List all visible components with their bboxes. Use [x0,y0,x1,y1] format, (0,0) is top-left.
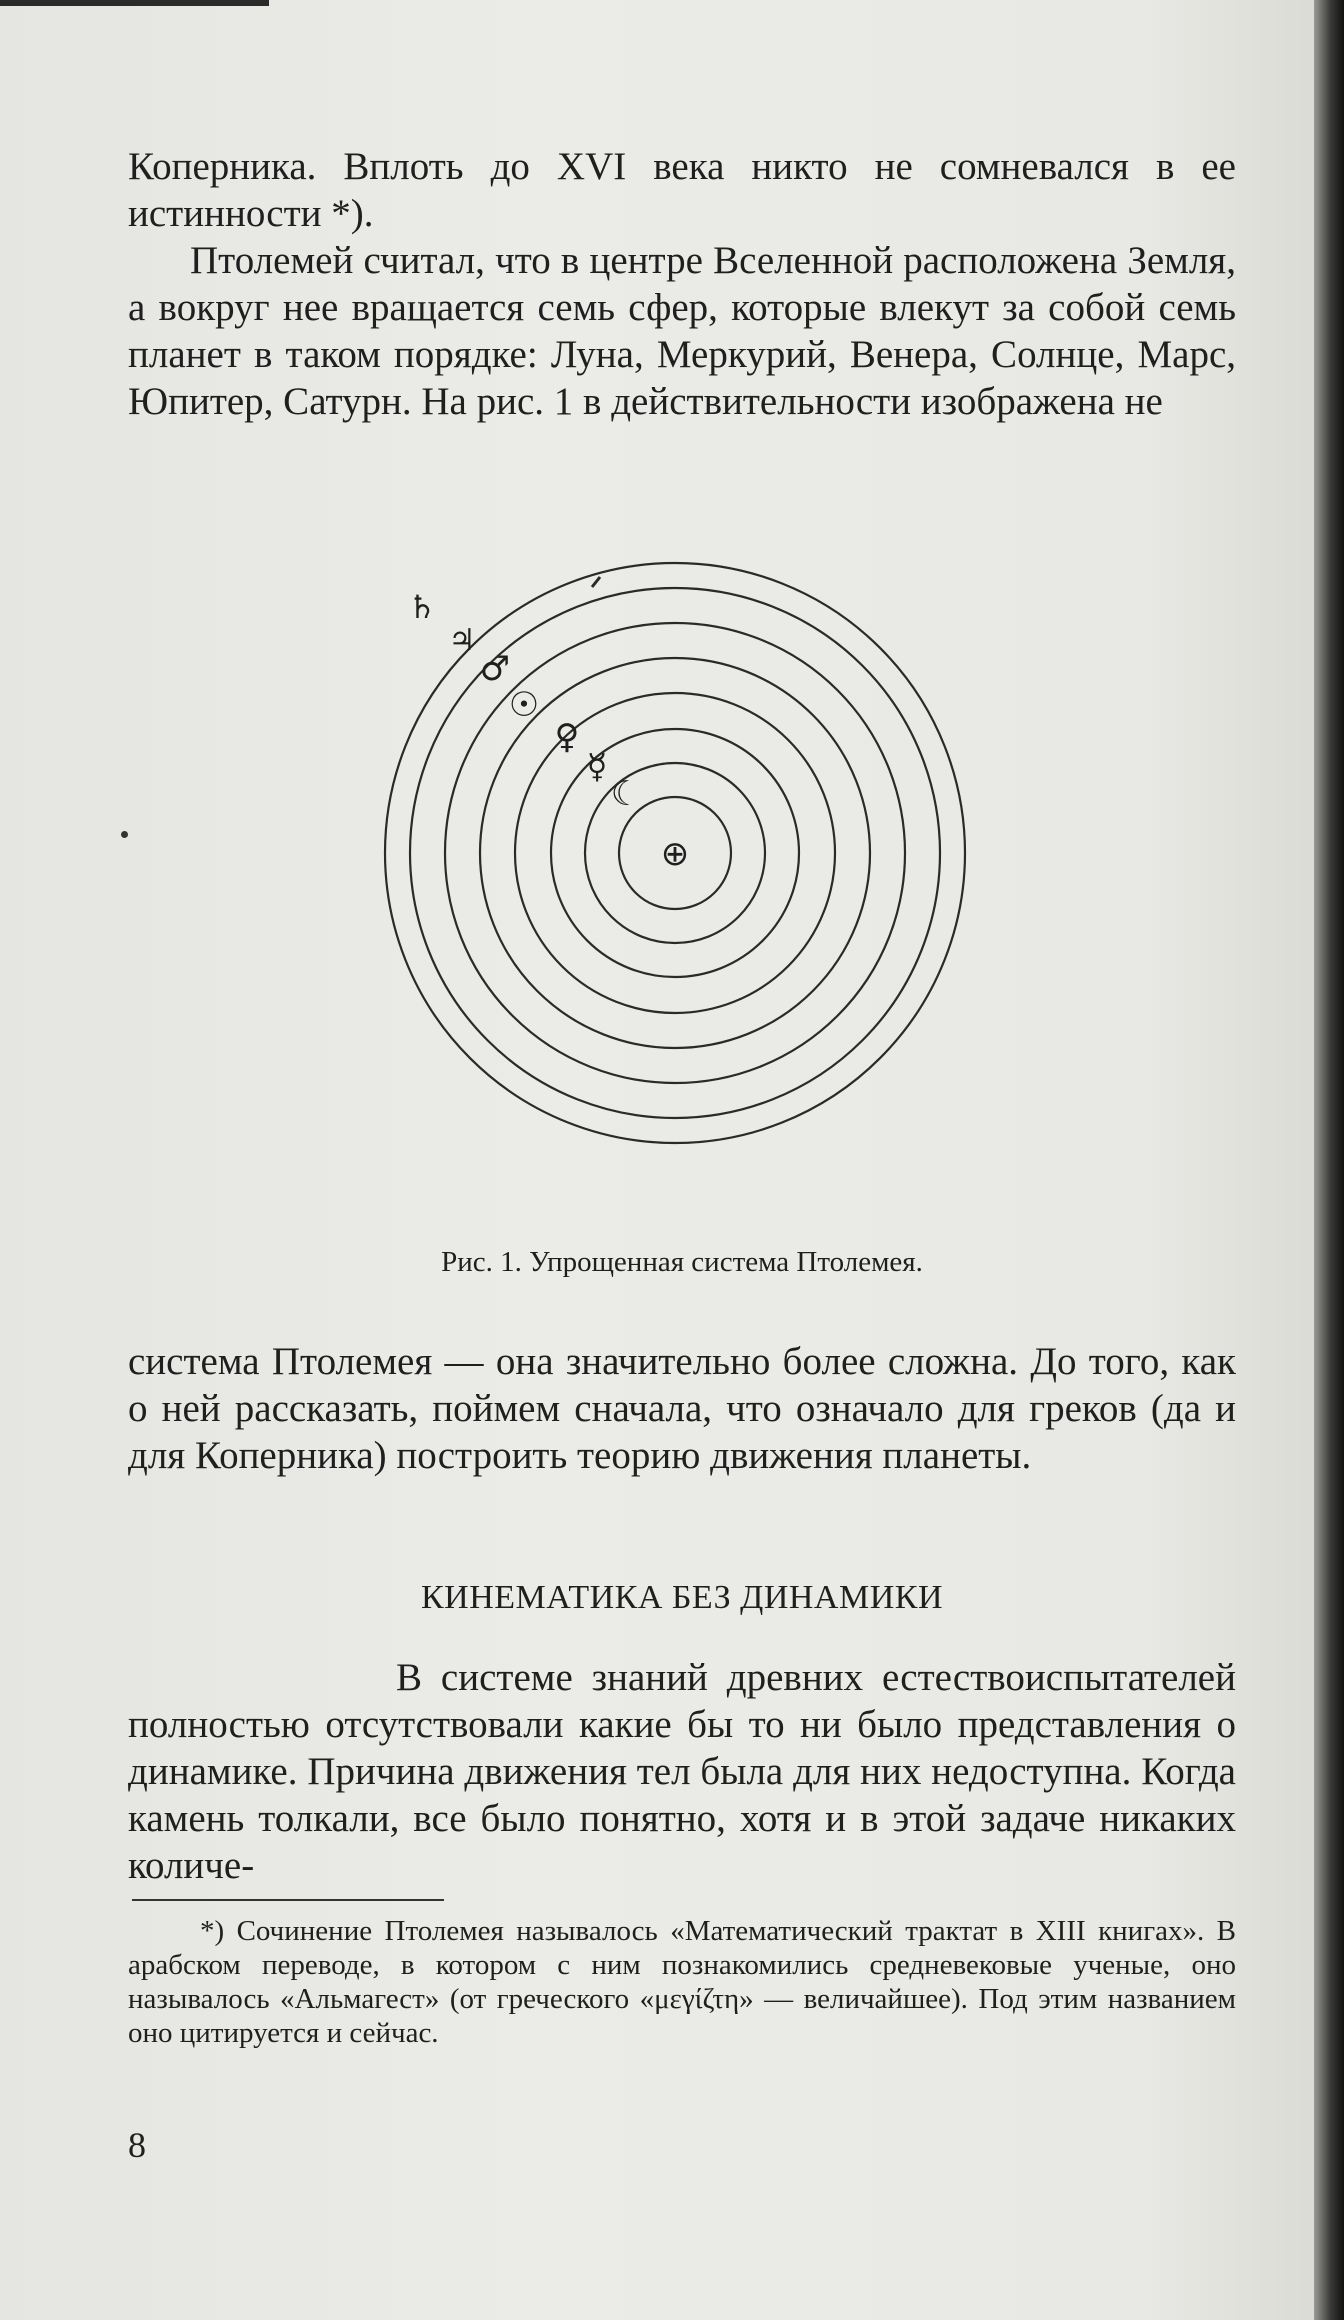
print-speck [121,831,128,838]
page-number: 8 [128,2125,146,2165]
paragraph-4: В системе знаний древних естествоиспытателей полностью отсутствовали какие бы то ни было представления о динамике. Причина движения тел была для них недоступна. Когда камень толкали, все было понятно, хотя и в этой задаче никаких количе- [128,1656,1236,1887]
moon-symbol: ☾ [610,774,642,814]
venus-symbol: ♀ [554,717,580,757]
paragraph-1: Коперника. Вплоть до XVI века никто не сомневался в ее истинности *). [128,145,1236,235]
saturn-symbol: ♄ [407,588,437,626]
figure-caption: Рис. 1. Упрощенная система Птолемея. [441,1246,923,1278]
jupiter-symbol: ♃ [448,623,476,658]
ring-tick-mark [592,577,600,587]
ptolemy-system-figure [310,490,1030,1220]
section-heading: КИНЕМАТИКА БЕЗ ДИНАМИКИ [420,1579,943,1616]
paragraph-2: Птолемей считал, что в центре Вселенной расположена Земля, а вокруг нее вращается семь сфер, которые влекут за собой семь планет в таком порядке: Луна, Меркурий, Венера, Солнце, Марс, Юпитер, Сатурн. На рис. 1 в действительности изображена не [128,239,1236,423]
mars-symbol: ♂ [479,649,511,689]
paragraph-3: система Птолемея — она значительно более сложна. До того, как о ней рассказать, поймем сначала, что означало для греков (да и для Коперника) построить теорию движения планеты. [128,1340,1236,1477]
page-binding-edge [1314,0,1344,2320]
sun-symbol: ☉ [508,685,540,725]
footnote: *) Сочинение Птолемея называлось «Математический трактат в XIII книгах». В арабском переводе, в котором с ним познакомились средневековые ученые, оно называлось «Альмагест» (от греческого «μεγίζτη» — величайшее). Под этим названием оно цитируется и сейчас. [128,1915,1236,2049]
earth-symbol: ⊕ [660,834,690,874]
mercury-symbol: ☿ [586,747,608,787]
page-top-edge [0,0,1344,6]
footnote-rule [132,1899,444,1901]
